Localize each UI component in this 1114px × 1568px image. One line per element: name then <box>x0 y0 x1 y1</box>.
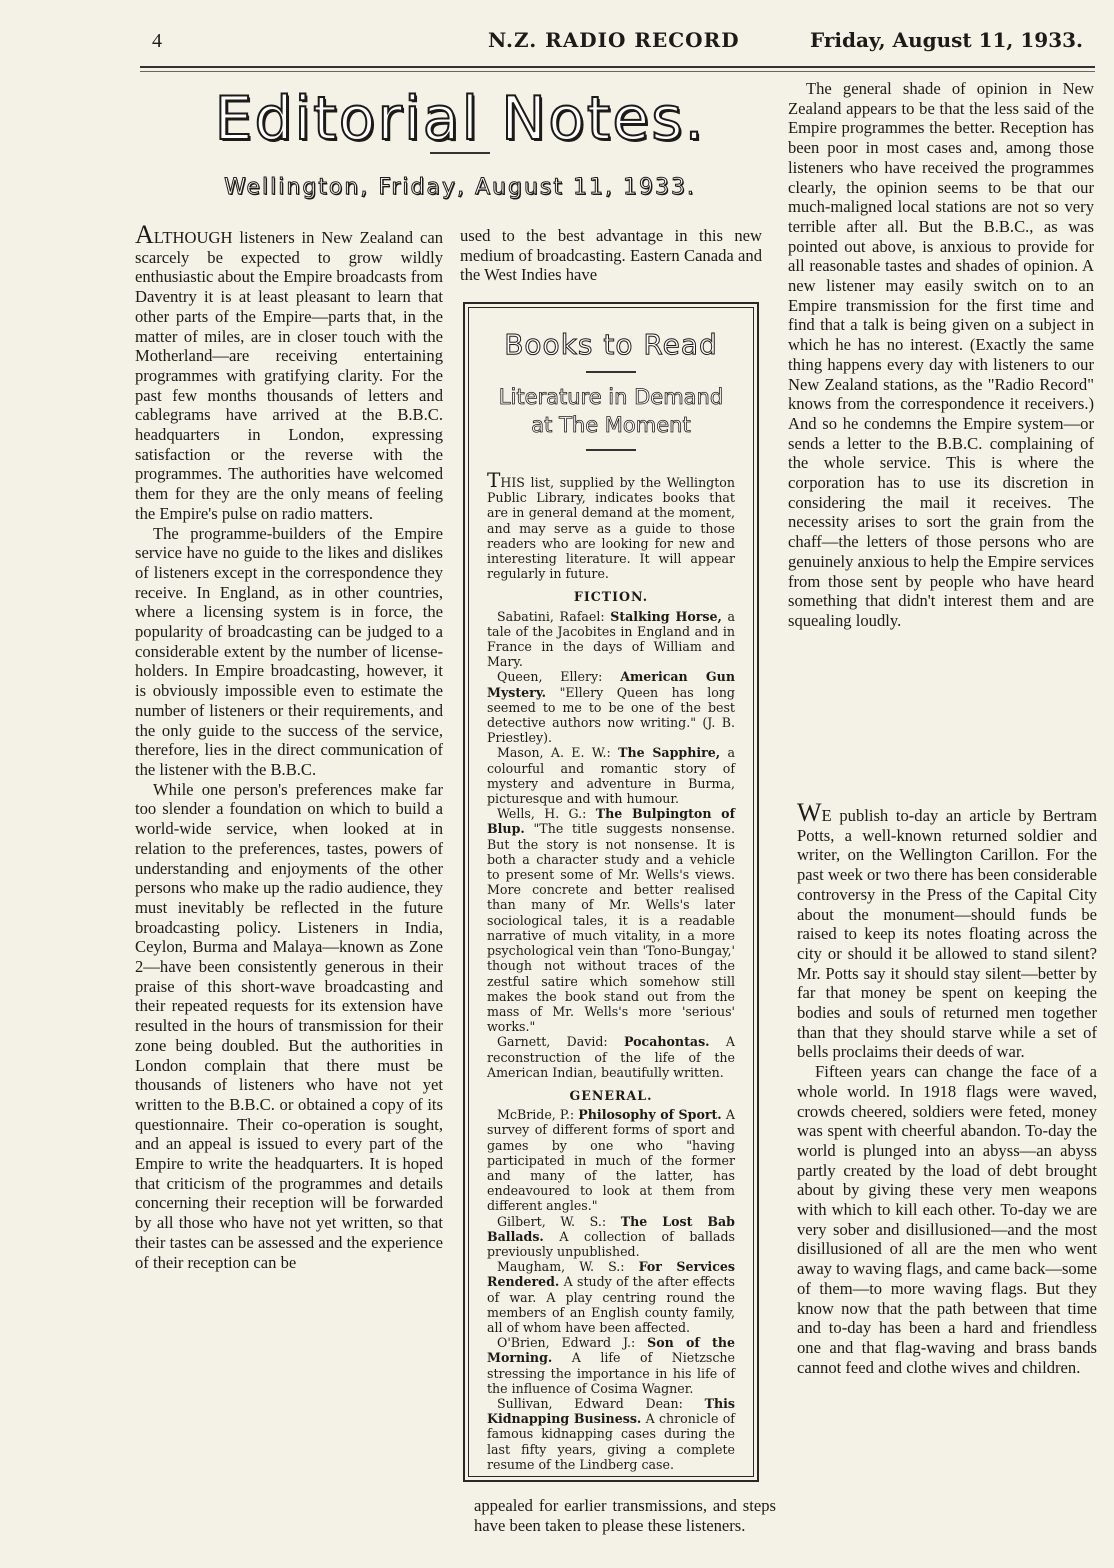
book-title: American Gun Mystery. <box>487 669 735 700</box>
drop-cap: W <box>797 798 822 827</box>
book-author: Wells, H. G.: <box>497 806 587 822</box>
book-entry <box>487 1396 735 1472</box>
editorial-paragraph <box>135 220 443 524</box>
general-heading: GENERAL. <box>569 1087 653 1103</box>
page-number: 4 <box>152 30 162 52</box>
editorial-column-2-bottom <box>474 1496 776 1535</box>
box-subtitle-line: Literature in Demand <box>498 385 724 409</box>
book-description: A collection of ballads previously unpublished. <box>487 1228 735 1259</box>
book-author: Mason, A. E. W.: <box>497 745 611 761</box>
editorial-paragraph <box>797 798 1097 1062</box>
fiction-list <box>487 609 735 1080</box>
page-title: Editorial Notes. <box>214 84 706 154</box>
editorial-paragraph: The programme-builders of the Empire service have no guide to the likes and dislikes of listeners except in the correspondence they receive. In England, as in other countries, where a licensing system is in force, the popularity of broadcasting can be judged to a considerable extent by the number of license-holders. In Empire broadcasting, however, it is obviously impossible even to estimate the number of listeners or their requirements, and the only guide to the success of the service, therefore, lies in the direct communication of the listener with the B.B.C. <box>135 523 443 779</box>
editorial-paragraph: used to the best advantage in this new medium of broadcasting. Eastern Canada and the West Indies have <box>460 226 762 285</box>
book-title: The Sapphire, <box>618 745 721 761</box>
publication-name: N.Z. RADIO RECORD <box>488 28 740 52</box>
book-description: "The title suggests nonsense. But the story is not nonsense. It is both a character study and a vehicle to present some of Mr. Wells's views. More concrete and better realised than many of Mr. Wells's later sociological tales, it is a readable narrative of much vitality, in a more psychological vein than 'Tono-Bungay,' though not without traces of the zestful satire which somehow still makes the book stand out from the mass of Mr. Wells's more 'serious' works." <box>487 821 735 1035</box>
book-entry <box>487 669 735 745</box>
book-author: Gilbert, W. S.: <box>497 1213 607 1229</box>
book-entry <box>487 1214 735 1260</box>
title-divider <box>430 152 490 154</box>
box-intro <box>487 468 735 582</box>
book-description: "Ellery Queen has long seemed to me to be one of the best detective authors now writing." (J. B. Priestley). <box>487 684 735 746</box>
book-author: Sullivan, Edward Dean: <box>497 1395 683 1411</box>
editorial-column-3-lower <box>797 798 1097 1377</box>
book-author: Queen, Ellery: <box>497 669 603 685</box>
box-divider <box>586 371 636 373</box>
book-entry <box>487 1107 735 1213</box>
book-description: a colourful and romantic story of mystery and adventure in Burma, picturesque and with humour. <box>487 745 735 807</box>
paragraph-text: LTHOUGH listeners in New Zealand can scarcely be expected to grow wildly enthusiastic about the Empire broadcasts from Daventry it is at least pleasant to learn that other parts of the Empire—parts that, in the matter of miles, are in closer touch with the Motherland—are receiving entertaining programmes with gratifying clarity. For the past few months thousands of letters and cablegrams have arrived at the B.B.C. headquarters in London, expressing satisfaction or the reverse with the programmes. The authorities have welcomed them for they are the only means of feeling the Empire's pulse on radio matters. <box>135 228 443 523</box>
editorial-paragraph: appealed for earlier transmissions, and steps have been taken to please these listeners. <box>474 1496 776 1535</box>
book-author: McBride, P.: <box>497 1107 575 1123</box>
editorial-paragraph: The general shade of opinion in New Zealand appears to be that the less said of the Empire programmes the better. Reception has been poor in most cases and, among those listeners who have received the programmes clearly, the opinion seems to be that our much-maligned local stations are not so very terrible after all. But the B.B.C., as was pointed out above, is anxious to provide for all reasonable tastes and shades of opinion. A new listener may easily switch on to an Empire transmission for the first time and find that a talk is being given on a subject in which he has no interest. (Exactly the same thing happens every day with listeners to our New Zealand stations, as the "Radio Record" knows from the correspondence it receivers.) And so he condemns the Empire system—or sends a letter to the B.B.C. complaining of the whole service. This is where the corporation has to use its discretion in considering the mail it receives. The necessity arises to sort the grain from the chaff—the letters of those persons who are genuinely anxious to help the Empire services from those sent by people who have heard something that didn't interest them and are squealing loudly. <box>788 79 1094 630</box>
issue-date: Friday, August 11, 1933. <box>810 28 1083 52</box>
book-title: Stalking Horse, <box>610 608 722 624</box>
editorial-paragraph: While one person's preferences make far too slender a foundation on which to build a world-wide service, when looked at in relation to the preferences, tastes, powers of understanding and enjoyments of the other persons who make up the radio audience, they must inevitably be reflected in the future broadcasting policy. Listeners in India, Ceylon, Burma and Malaya—known as Zone 2—have been consistently generous in their praise of this short-wave broadcasting and their repeated requests for its extension have resulted in the hours of transmission for their zone being doubled. But the authorities in London complain that there must be thousands of listeners who have not yet written to the B.B.C. or obtained a copy of its questionnaire. Their co-operation is sought, and an appeal is issued to every part of the Empire to write the headquarters. It is hoped that criticism of the programmes and details concerning their reception will be forwarded by all those who have not yet written, so that their tastes can be assessed and the experience of their reception can be <box>135 779 443 1272</box>
box-body <box>469 461 753 1472</box>
intro-text: HIS list, supplied by the Wellington Public Library, indicates books that are in general demand at the moment, and may serve as a guide to those readers who are looking for new and interesting literature. It will appear regularly in future. <box>487 475 735 582</box>
box-subtitle <box>469 383 753 439</box>
header-rule-thin <box>140 71 1095 72</box>
book-description: a tale of the Jacobites in England and in France in the days of William and Mary. <box>487 608 735 670</box>
book-author: Maugham, W. S.: <box>497 1259 625 1275</box>
page-header <box>0 28 1114 58</box>
book-description: A life of Nietzsche stressing the importance in his life of the influence of Cosima Wagner. <box>487 1350 735 1396</box>
book-entry <box>487 1335 735 1396</box>
general-list <box>487 1107 735 1472</box>
fiction-heading: FICTION. <box>573 589 649 605</box>
editorial-column-2-top <box>460 226 762 285</box>
drop-cap: A <box>135 220 154 249</box>
book-entry <box>487 806 735 1034</box>
book-title: Son of the Morning. <box>487 1335 735 1366</box>
paragraph-text: E publish to-day an article by Bertram Potts, a well-known returned soldier and writer, on the Wellington Carillon. For the past week or two there has been considerable controversy in the Press of the Capital City about the monument—should funds be raised to keep its notes floating across the city or should it be allowed to stand silent? Mr. Potts say it should stay silent—better by far that money be spent on keeping the bodies and souls of returned men together than that they should starve while a set of bells proclaims their deeds of war. <box>797 806 1097 1062</box>
book-entry <box>487 1259 735 1335</box>
book-description: A reconstruction of the life of the American Indian, beautifully written. <box>487 1034 735 1080</box>
book-entry <box>487 609 735 670</box>
editorial-column-1 <box>135 220 443 1272</box>
book-title: Pocahontas. <box>624 1034 710 1050</box>
box-divider <box>586 449 636 451</box>
book-title: Philosophy of Sport. <box>578 1107 722 1123</box>
box-subtitle-line: at The Moment <box>531 413 691 437</box>
book-title: For Services Rendered. <box>487 1259 735 1290</box>
header-rule <box>140 66 1095 68</box>
book-author: Sabatini, Rafael: <box>497 608 605 624</box>
book-author: Garnett, David: <box>497 1034 608 1050</box>
book-title: This Kidnapping Business. <box>487 1395 735 1427</box>
book-description: A study of the after effects of war. A play centring round the members of an English county family, all of whom have been affected. <box>487 1274 735 1335</box>
editorial-paragraph: Fifteen years can change the face of a whole world. In 1918 flags were waved, crowds cheered, soldiers were feted, money was spent with cheerful abandon. To-day the world is plunged into an abyss—an abyss partly created by the load of debt brought about by giving these very men weapons with which to kill each other. To-day we are very sober and disillusioned—and the most disillusioned of all are the men who went away to waving flags, and came back—some of them—to more waving flags. But they know now that the path between that time and to-day has been a hard and friendless one and that flag-waving and brass bands cannot feed and clothe wives and children. <box>797 1062 1097 1377</box>
dateline: Wellington, Friday, August 11, 1933. <box>224 175 696 200</box>
book-description: A survey of different forms of sport and games by one who "having participated in much of the former and many of the latter, has endeavoured to look at them from different angles." <box>487 1107 735 1214</box>
book-title: The Lost Bab Ballads. <box>487 1213 735 1244</box>
editorial-column-3 <box>788 79 1094 631</box>
book-author: O'Brien, Edward J.: <box>497 1335 636 1351</box>
books-to-read-box <box>463 302 759 1482</box>
book-title: The Bulpington of Blup. <box>487 806 735 837</box>
book-entry <box>487 1034 735 1080</box>
book-description: A chronicle of famous kidnapping cases during the last fifty years, giving a complete resume of the Lindberg case. <box>487 1411 735 1472</box>
drop-cap: T <box>487 468 501 492</box>
box-title: Books to Read <box>504 328 718 361</box>
book-entry <box>487 745 735 806</box>
